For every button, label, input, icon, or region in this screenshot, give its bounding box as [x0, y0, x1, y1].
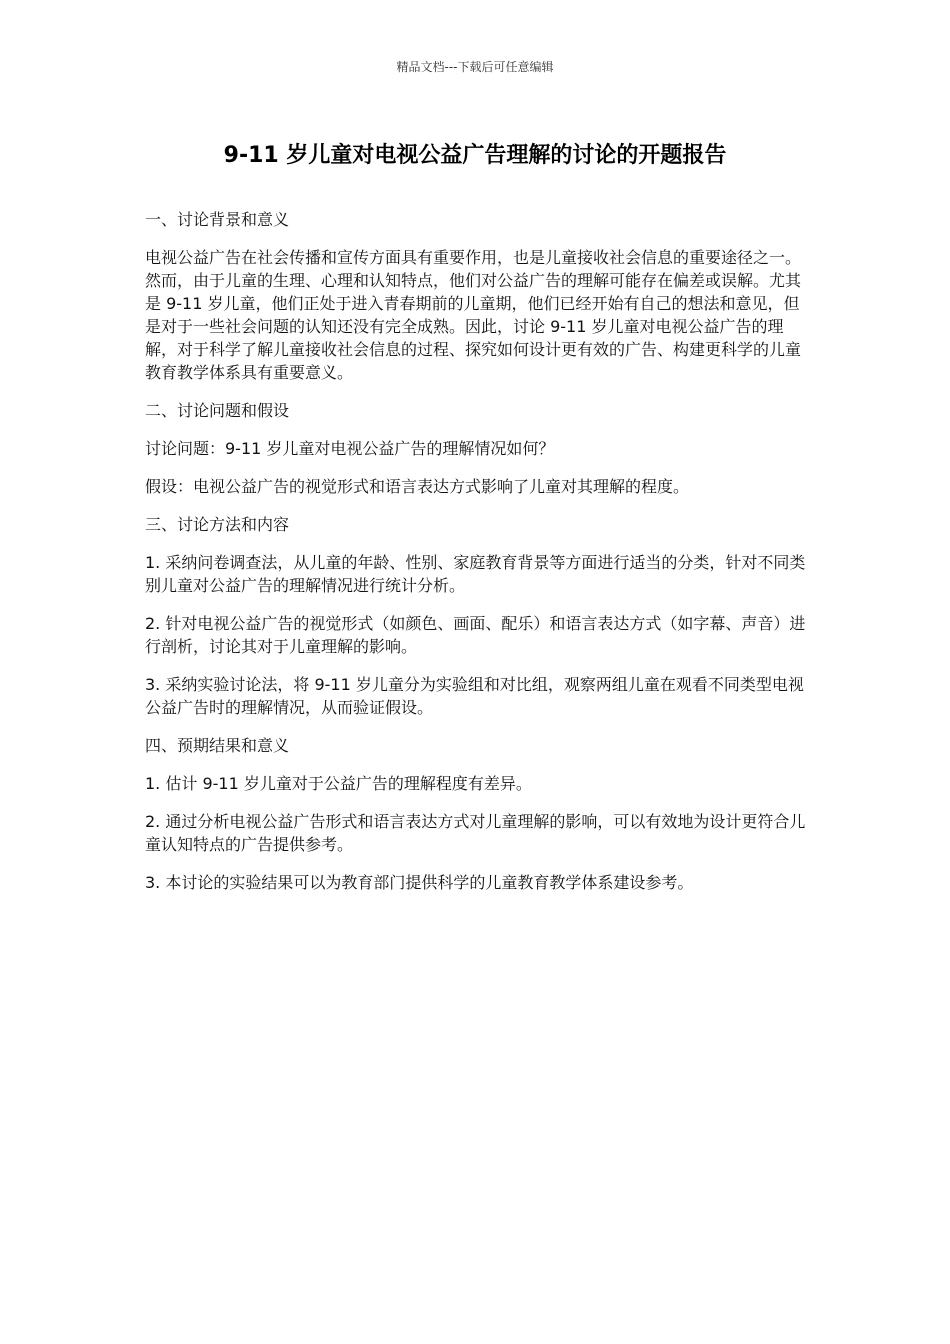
document-title: 9-11 岁儿童对电视公益广告理解的讨论的开题报告: [223, 143, 727, 168]
background-paragraph: 电视公益广告在社会传播和宣传方面具有重要作用，也是儿童接收社会信息的重要途径之一。然而，由于儿童的生理、心理和认知特点，他们对公益广告的理解可能存在偏差或误解。尤其是 9-11 岁儿童，他们正处于进入青春期前的儿童期，他们已经开始有自己的想法和意见，但是对于一些社会问题的认知还没有完全成熟。因此，讨论 9-11 岁儿童对电视公益广告的理解，对于科学了解儿童接收社会信息的过程、探究如何设计更有效的广告、构建更科学的儿童教育教学体系具有重要意义。: [145, 248, 802, 382]
method-item-1: 1. 采纳问卷调查法，从儿童的年龄、性别、家庭教育背景等方面进行适当的分类，针对不同类别儿童对公益广告的理解情况进行统计分析。: [145, 553, 806, 595]
hypothesis: 假设：电视公益广告的视觉形式和语言表达方式影响了儿童对其理解的程度。: [145, 477, 690, 496]
result-item-1: 1. 估计 9-11 岁儿童对于公益广告的理解程度有差异。: [145, 774, 532, 793]
method-item-3: 3. 采纳实验讨论法，将 9-11 岁儿童分为实验组和对比组，观察两组儿童在观看不同类型电视公益广告时的理解情况，从而验证假设。: [145, 675, 804, 717]
section-heading-background: 一、讨论背景和意义: [145, 210, 290, 229]
section-heading-questions: 二、讨论问题和假设: [145, 401, 290, 420]
page-header: 精品文档---下载后可任意编辑: [396, 60, 554, 74]
result-item-3: 3. 本讨论的实验结果可以为教育部门提供科学的儿童教育教学体系建设参考。: [145, 873, 694, 892]
result-item-2: 2. 通过分析电视公益广告形式和语言表达方式对儿童理解的影响，可以有效地为设计更符合儿童认知特点的广告提供参考。: [145, 812, 806, 854]
section-heading-results: 四、预期结果和意义: [145, 736, 290, 755]
section-heading-methods: 三、讨论方法和内容: [145, 515, 290, 534]
method-item-2: 2. 针对电视公益广告的视觉形式（如颜色、画面、配乐）和语言表达方式（如字幕、声音）进行剖析，讨论其对于儿童理解的影响。: [145, 614, 806, 656]
document-body: [145, 208, 807, 909]
research-question: 讨论问题：9-11 岁儿童对电视公益广告的理解情况如何？: [145, 439, 555, 458]
